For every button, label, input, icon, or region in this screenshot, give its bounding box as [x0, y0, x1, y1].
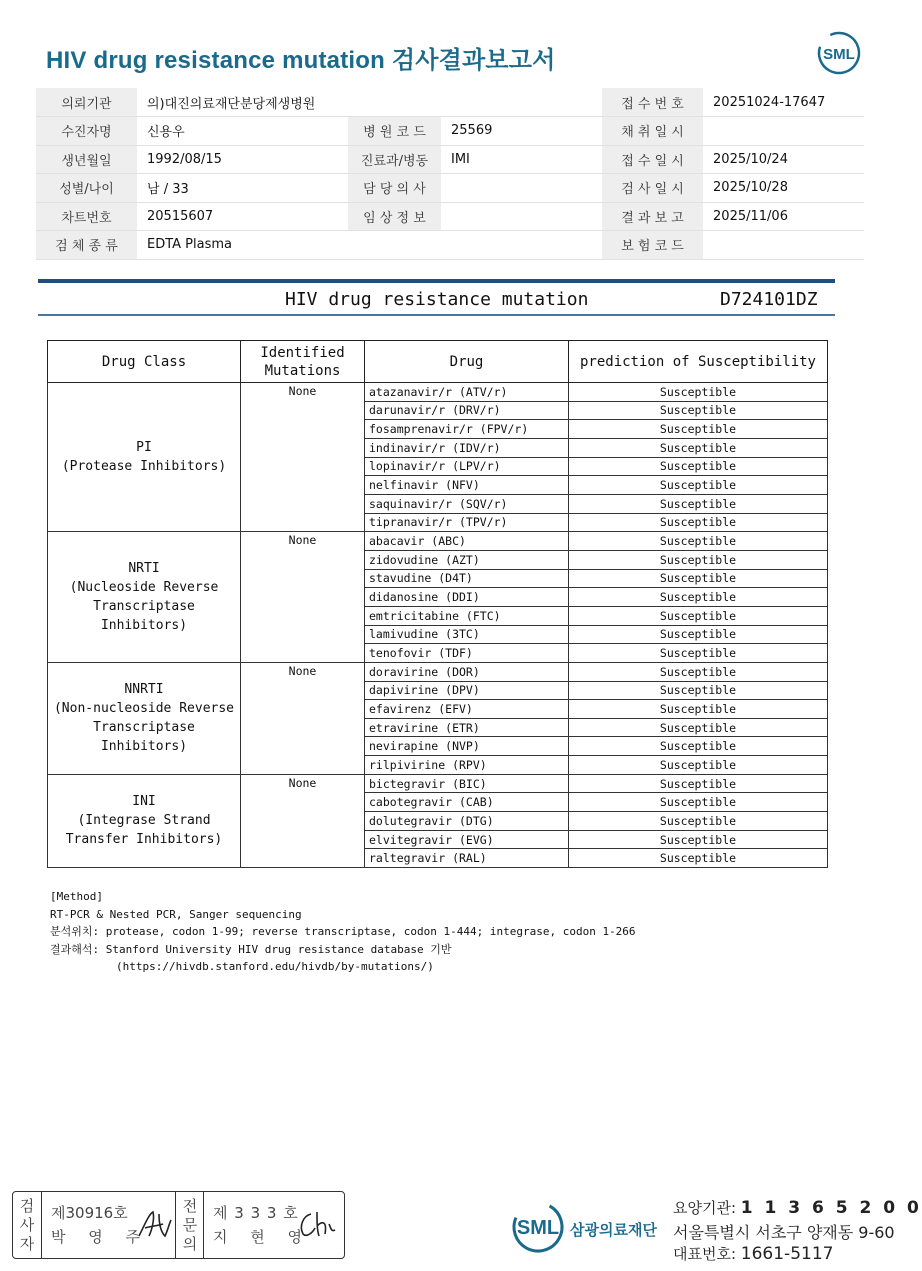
tester-label: [14, 1197, 40, 1254]
collect-date-value: [703, 117, 864, 146]
method-link: (https://hivdb.stanford.edu/hivdb/by-mutations/): [116, 960, 434, 973]
doctor-value: [441, 174, 602, 203]
receipt-date-value: 2025/10/24: [703, 145, 864, 174]
section-title: HIV drug resistance mutation: [285, 289, 589, 310]
sex-age-value: 남 / 33: [137, 174, 348, 203]
specialist-name: 지 현 영: [213, 1228, 312, 1246]
header-drug: Drug: [365, 341, 569, 383]
clinical-value: [441, 202, 602, 231]
info-row: [36, 145, 864, 174]
birth-value: 1992/08/15: [137, 145, 348, 174]
method-line: RT-PCR & Nested PCR, Sanger sequencing: [50, 907, 302, 921]
institution-value: 의)대진의료재단분당제생병원: [137, 88, 602, 117]
info-row: [36, 174, 864, 203]
drug-name-cell: raltegravir (RAL): [365, 849, 569, 868]
susceptibility-cell: Susceptible: [569, 681, 828, 700]
susceptibility-cell: Susceptible: [569, 401, 828, 420]
susceptibility-cell: Susceptible: [569, 737, 828, 756]
info-row: [36, 202, 864, 231]
table-row: [48, 532, 828, 551]
susceptibility-cell: Susceptible: [569, 476, 828, 495]
insurance-label: 보 험 코 드: [602, 231, 703, 260]
susceptibility-cell: Susceptible: [569, 588, 828, 607]
drug-name-cell: nevirapine (NVP): [365, 737, 569, 756]
susceptibility-cell: Susceptible: [569, 438, 828, 457]
receipt-date-label: 접 수 일 시: [602, 145, 703, 174]
drug-class-cell: [48, 532, 241, 663]
care-number: [673, 1197, 922, 1218]
drug-name-cell: abacavir (ABC): [365, 532, 569, 551]
clinical-label: 임 상 정 보: [348, 202, 441, 231]
drug-class-line: (Integrase Strand: [77, 813, 211, 829]
hospital-code-value: 25569: [441, 117, 602, 146]
institution-label: 의뢰기관: [36, 88, 137, 117]
tester-label-char: 사: [19, 1216, 35, 1234]
specialist-signature: [295, 1206, 339, 1242]
phone-label: 대표번호:: [673, 1245, 741, 1263]
drug-name-cell: elvitegravir (EVG): [365, 830, 569, 849]
drug-name-cell: efavirenz (EFV): [365, 700, 569, 719]
susceptibility-cell: Susceptible: [569, 532, 828, 551]
specimen-value: EDTA Plasma: [137, 231, 602, 260]
drug-name-cell: tenofovir (TDF): [365, 644, 569, 663]
drug-class-cell: [48, 383, 241, 532]
mutations-cell: None: [241, 662, 365, 774]
drug-name-cell: zidovudine (AZT): [365, 550, 569, 569]
drug-name-cell: stavudine (D4T): [365, 569, 569, 588]
section-rule-top: [38, 279, 835, 283]
drug-class-line: NNRTI: [124, 682, 164, 698]
header-mutations-line: Mutations: [264, 362, 341, 379]
dept-label: 진료과/병동: [348, 145, 441, 174]
birth-label: 생년월일: [36, 145, 137, 174]
tester-signature: [135, 1206, 175, 1244]
drug-class-line: (Protease Inhibitors): [61, 459, 227, 475]
specialist-label-char: 문: [182, 1216, 198, 1234]
section-rule-bottom: [38, 314, 835, 316]
drug-name-cell: bictegravir (BIC): [365, 774, 569, 793]
drug-class-line: NRTI: [128, 561, 160, 577]
drug-name-cell: lamivudine (3TC): [365, 625, 569, 644]
susceptibility-cell: Susceptible: [569, 756, 828, 775]
patient-label: 수진자명: [36, 117, 137, 146]
drug-name-cell: dapivirine (DPV): [365, 681, 569, 700]
drug-name-cell: atazanavir/r (ATV/r): [365, 383, 569, 402]
susceptibility-cell: Susceptible: [569, 700, 828, 719]
receipt-no-value: 20251024-17647: [703, 88, 864, 117]
sml-logo-text: SML: [516, 1217, 560, 1239]
info-row: [36, 88, 864, 117]
signature-divider: [175, 1192, 176, 1258]
header-drug-class: Drug Class: [48, 341, 241, 383]
header-prediction: prediction of Susceptibility: [569, 341, 828, 383]
hospital-code-label: 병 원 코 드: [348, 117, 441, 146]
susceptibility-cell: Susceptible: [569, 383, 828, 402]
patient-info-table: [36, 88, 864, 260]
susceptibility-cell: Susceptible: [569, 606, 828, 625]
tester-label-char: 검: [19, 1197, 35, 1215]
specialist-label: [177, 1197, 203, 1254]
tester-name: 박 영 주: [51, 1228, 150, 1246]
patient-value: 신용우: [137, 117, 348, 146]
chart-value: 20515607: [137, 202, 348, 231]
drug-name-cell: didanosine (DDI): [365, 588, 569, 607]
table-body: [48, 383, 828, 868]
susceptibility-cell: Susceptible: [569, 494, 828, 513]
drug-class-line: Transcriptase Inhibitors): [93, 599, 195, 634]
resistance-table: [47, 340, 828, 868]
receipt-no-label: 접 수 번 호: [602, 88, 703, 117]
sex-age-label: 성별/나이: [36, 174, 137, 203]
insurance-value: [703, 231, 864, 260]
header-mutations-line: Identified: [260, 344, 345, 361]
phone-value: 1661-5117: [740, 1244, 834, 1264]
susceptibility-cell: Susceptible: [569, 793, 828, 812]
susceptibility-cell: Susceptible: [569, 644, 828, 663]
drug-name-cell: lopinavir/r (LPV/r): [365, 457, 569, 476]
doctor-label: 담 당 의 사: [348, 174, 441, 203]
sml-logo: [510, 1199, 570, 1255]
drug-name-cell: cabotegravir (CAB): [365, 793, 569, 812]
drug-class-line: PI: [136, 440, 152, 456]
tester-license-no: 제30916호: [51, 1204, 128, 1222]
drug-class-cell: [48, 774, 241, 867]
specialist-label-char: 전: [182, 1197, 198, 1215]
tester-label-char: 자: [19, 1235, 35, 1253]
drug-name-cell: etravirine (ETR): [365, 718, 569, 737]
drug-name-cell: indinavir/r (IDV/r): [365, 438, 569, 457]
address: 서울특별시 서초구 양재동 9-60: [673, 1223, 895, 1242]
collect-date-label: 채 취 일 시: [602, 117, 703, 146]
mutations-cell: None: [241, 532, 365, 663]
table-row: [48, 774, 828, 793]
drug-class-line: Transcriptase Inhibitors): [93, 720, 195, 755]
drug-name-cell: emtricitabine (FTC): [365, 606, 569, 625]
table-header-row: [48, 341, 828, 383]
signature-divider: [203, 1192, 204, 1258]
info-row: [36, 231, 864, 260]
care-value: 1 1 3 6 5 2 0 0: [740, 1198, 922, 1218]
susceptibility-cell: Susceptible: [569, 569, 828, 588]
drug-class-line: (Nucleoside Reverse: [69, 580, 219, 596]
header-mutations: [241, 341, 365, 383]
susceptibility-cell: Susceptible: [569, 457, 828, 476]
method-line: 분석위치: protease, codon 1-99; reverse transcriptase, codon 1-444; integrase, codon 1-266: [50, 925, 636, 938]
chart-label: 차트번호: [36, 202, 137, 231]
mutations-cell: None: [241, 383, 365, 532]
susceptibility-cell: Susceptible: [569, 718, 828, 737]
susceptibility-cell: Susceptible: [569, 420, 828, 439]
report-date-value: 2025/11/06: [703, 202, 864, 231]
mutations-cell: None: [241, 774, 365, 867]
table-row: [48, 662, 828, 681]
test-date-value: 2025/10/28: [703, 174, 864, 203]
susceptibility-cell: Susceptible: [569, 550, 828, 569]
drug-name-cell: tipranavir/r (TPV/r): [365, 513, 569, 532]
drug-class-cell: [48, 662, 241, 774]
drug-class-line: (Non-nucleoside Reverse: [53, 701, 234, 717]
drug-class-line: INI: [132, 794, 156, 810]
susceptibility-cell: Susceptible: [569, 625, 828, 644]
drug-class-line: Transfer Inhibitors): [65, 832, 223, 848]
section-code: D724101DZ: [720, 289, 818, 310]
drug-name-cell: saquinavir/r (SQV/r): [365, 494, 569, 513]
susceptibility-cell: Susceptible: [569, 513, 828, 532]
drug-name-cell: rilpivirine (RPV): [365, 756, 569, 775]
table-row: [48, 383, 828, 402]
specialist-license-no: 제 3 3 3 호: [213, 1204, 299, 1222]
care-label: 요양기관:: [673, 1199, 741, 1217]
test-date-label: 검 사 일 시: [602, 174, 703, 203]
susceptibility-cell: Susceptible: [569, 662, 828, 681]
dept-value: IMI: [441, 145, 602, 174]
method-section: [50, 888, 636, 976]
drug-name-cell: doravirine (DOR): [365, 662, 569, 681]
method-line: 결과해석: Stanford University HIV drug resistance database 기반: [50, 942, 452, 956]
phone-number: [673, 1243, 833, 1264]
foundation-name: 삼광의료재단: [570, 1221, 657, 1239]
specialist-label-char: 의: [182, 1235, 198, 1253]
report-date-label: 결 과 보 고: [602, 202, 703, 231]
report-title: HIV drug resistance mutation 검사결과보고서: [46, 47, 556, 74]
info-row: [36, 117, 864, 146]
susceptibility-cell: Susceptible: [569, 812, 828, 831]
sml-logo: [816, 30, 862, 76]
drug-name-cell: dolutegravir (DTG): [365, 812, 569, 831]
drug-name-cell: darunavir/r (DRV/r): [365, 401, 569, 420]
susceptibility-cell: Susceptible: [569, 849, 828, 868]
method-heading: [Method]: [50, 890, 103, 903]
signature-divider: [41, 1192, 42, 1258]
sml-logo-text: SML: [823, 46, 855, 63]
drug-name-cell: nelfinavir (NFV): [365, 476, 569, 495]
susceptibility-cell: Susceptible: [569, 830, 828, 849]
drug-name-cell: fosamprenavir/r (FPV/r): [365, 420, 569, 439]
signature-box: [12, 1191, 345, 1259]
specimen-label: 검 체 종 류: [36, 231, 137, 260]
susceptibility-cell: Susceptible: [569, 774, 828, 793]
